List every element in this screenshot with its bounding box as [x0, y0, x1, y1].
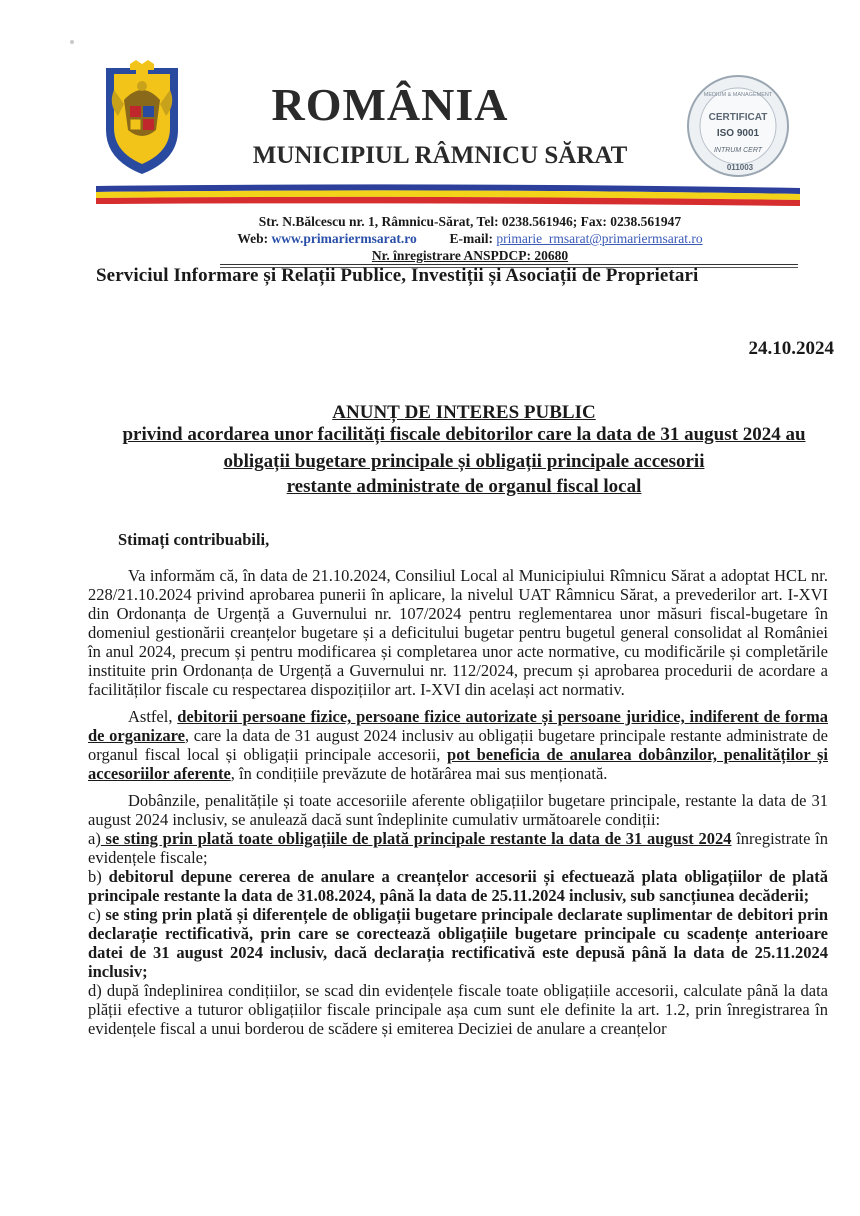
address-line: Str. N.Bălcescu nr. 1, Râmnicu-Sărat, Tel: 0238.561946; Fax: 0238.561947 [258, 214, 682, 229]
web-email-line [150, 231, 790, 247]
scan-speck [70, 40, 74, 44]
paragraph-3: Dobânzile, penalitățile și toate accesoriile aferente obligațiilor bugetare principale, restante la data de 31 august 2024 inclusiv, se anulează dacă sunt îndeplinite cumulativ următoarele condiții: [88, 791, 828, 829]
tricolor-band [96, 182, 800, 208]
p2-highlight-debtors: debitorii persoane fizice, persoane fizice autorizate și persoane juridice, indiferent de forma de organizare [88, 707, 828, 745]
announcement-subtitle-2: obligații bugetare principale și obligații principale accesorii [223, 451, 705, 472]
paragraph-1: Va informăm că, în data de 21.10.2024, Consiliul Local al Municipiului Rîmnicu Sărat a adoptat HCL nr. 228/21.10.2024 privind aprobarea punerii în aplicare, la nivelul UAT Râmnicu Sărat, a prevederilor art. I-XVI din Ordonanța de Urgență a Guvernului nr. 107/2024 pentru reglementarea unor măsuri fiscal-bugetare în domeniul gestionării creanțelor bugetare și a deficitului bugetar pentru bugetul general consolidat al României în anul 2024, precum și pentru modificarea și completarea unor acte normative, cu modificările și completările instituite prin Ordonanța de Urgență a Guvernului nr. 112/2024, precum și aprobarea procedurii de acordare a facilităților fiscale cu respectarea dispozițiilor art. I-XVI din același act normativ. [88, 566, 828, 699]
condition-c [88, 905, 828, 981]
cert-org: INTRUM CERT [713, 147, 763, 154]
condition-b-prefix: b) [88, 867, 109, 886]
condition-c-prefix: c) [88, 905, 106, 924]
email-link[interactable]: primarie_rmsarat@primariermsarat.ro [496, 231, 703, 246]
registration-line [150, 248, 790, 264]
announcement-subtitle-3: restante administrate de organul fiscal local [286, 476, 642, 497]
web-link[interactable]: www.primariermsarat.ro [271, 231, 417, 246]
condition-c-bold: se sting prin plată și diferențele de obligații bugetare principale declarate suplimentar de debitori prin declarație rectificativă, prin care se corectează obligațiile bugetare principale cu scadențe anterioare datei de 31 august 2024 inclusiv, dacă declarația rectificativă este depusă până la data de 25.11.2024 inclusiv; [88, 905, 829, 981]
p2-text-a: Astfel, [128, 707, 178, 726]
condition-a-bold: se sting prin plată toate obligațiile de plată principale restante la data de 31 august 2024 [100, 829, 732, 848]
cert-standard: ISO 9001 [716, 128, 760, 139]
p2-highlight-benefit: pot beneficia de anularea dobânzilor, penalităților și accesoriilor aferente [88, 745, 828, 783]
condition-a [88, 829, 828, 867]
condition-d: d) după îndeplinirea condițiilor, se scad din evidențele fiscale toate obligațiile accesorii, calculate până la data plății efective a tuturor obligațiilor fiscale principale așa cum sunt ele definite la art. 1.2, prin înregistrarea în evidențele fiscal a unui borderou de scădere și emiterea Deciziei de anulare a creanțelor [88, 981, 828, 1038]
cert-number: 011003 [726, 163, 754, 172]
paragraph-2 [88, 707, 828, 783]
service-name: Serviciul Informare și Relații Publice, Investiții și Asociații de Proprietari [96, 265, 699, 286]
coat-of-arms-icon [100, 60, 184, 176]
country-title: ROMÂNIA [271, 79, 509, 130]
announcement-title: ANUNȚ DE INTERES PUBLIC [332, 402, 596, 423]
p2-text-c: , care la data de 31 august 2024 inclusiv au obligații bugetare principale restante administrate de organul fiscal local și obligații principale accesorii, [88, 726, 828, 764]
condition-a-rest: înregistrate în evidențele fiscale; [88, 829, 828, 867]
greeting: Stimați contribuabili, [118, 530, 270, 549]
condition-a-prefix: a) [88, 829, 101, 848]
municipality-title: MUNICIPIUL RÂMNICU SĂRAT [252, 142, 628, 169]
document-date: 24.10.2024 [748, 338, 834, 359]
announcement-subtitle-1: privind acordarea unor facilități fiscale debitorilor care la data de 31 august 2024 au [122, 424, 806, 445]
svg-text:MEDIUM & MANAGEMENT: MEDIUM & MANAGEMENT [703, 92, 773, 98]
p2-text-e: , în condițiile prevăzute de hotărârea mai sus menționată. [230, 764, 608, 783]
registration-number: Nr. înregistrare ANSPDCP: 20680 [371, 248, 569, 263]
condition-b [88, 867, 828, 905]
cert-word: CERTIFICAT [708, 112, 768, 123]
iso-certificate-seal-icon [686, 74, 790, 178]
announcement-body [88, 530, 828, 1038]
web-label: Web: [237, 231, 269, 246]
condition-b-bold: debitorul depune cererea de anulare a creanțelor accesorii și efectuează plata obligațiilor de plată principale restante la data de 31.08.2024, până la data de 25.11.2024 inclusiv, sub sancțiunea decăderii; [88, 867, 829, 905]
email-label: E-mail: [449, 231, 493, 246]
